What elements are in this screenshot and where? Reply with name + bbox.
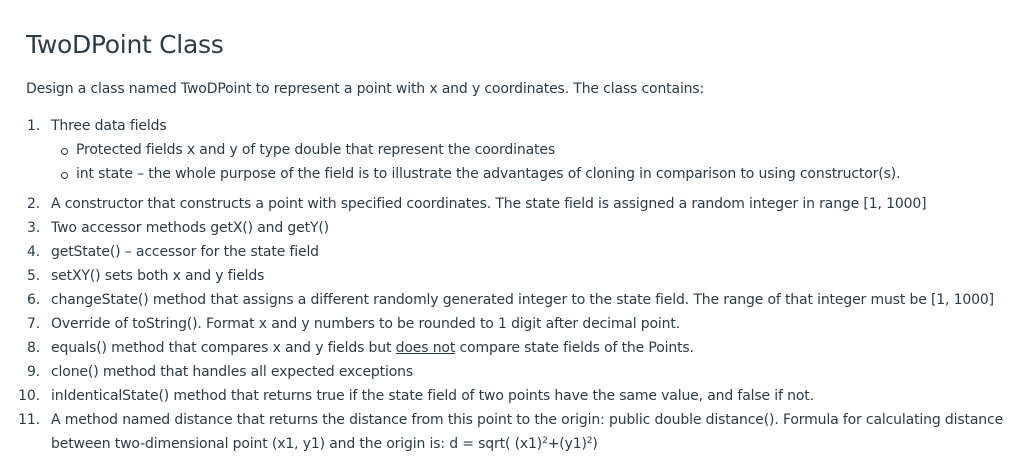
list-number: 4. [26, 244, 40, 260]
page-title: TwoDPoint Class [26, 30, 224, 59]
list-text: changeState() method that assigns a different randomly generated integer to the state field. The range of that integer must be [1, 1000] [51, 292, 994, 308]
list-text: clone() method that handles all expected exceptions [51, 364, 414, 380]
list-text: getState() – accessor for the state field [51, 244, 319, 260]
list-text: Two accessor methods getX() and getY() [51, 220, 329, 236]
list-text: inIdenticalState() method that returns true if the state field of two points have the same value, and false if not. [51, 388, 814, 404]
bullet-circle-icon [61, 172, 68, 179]
list-text-part: equals() method that compares x and y fields but [51, 340, 396, 356]
list-number: 9. [26, 364, 40, 380]
sub-list-text: int state – the whole purpose of the field is to illustrate the advantages of cloning in comparison to using constructor(s). [76, 166, 901, 182]
list-text: A constructor that constructs a point with specified coordinates. The state field is assigned a random integer in range [1, 1000] [51, 196, 927, 212]
underlined-text: does not [395, 340, 456, 356]
list-number: 10. [18, 388, 40, 404]
list-text [51, 338, 694, 358]
list-text: Override of toString(). Format x and y numbers to be rounded to 1 digit after decimal point. [51, 316, 681, 332]
sub-list-text: Protected fields x and y of type double that represent the coordinates [76, 142, 555, 158]
formula-part: +(y1) [547, 436, 587, 452]
list-text-part: compare state fields of the Points. [455, 340, 694, 356]
formula-part: ) [592, 436, 598, 452]
formula-text [51, 434, 598, 454]
bullet-circle-icon [61, 148, 68, 155]
formula-part: between two-dimensional point (x1, y1) and the origin is: d = sqrt( (x1) [51, 436, 543, 452]
list-text: Three data fields [51, 118, 167, 134]
list-number: 2. [26, 196, 40, 212]
superscript: 2 [586, 436, 593, 446]
list-number: 3. [26, 220, 40, 236]
list-number: 11. [18, 412, 40, 428]
list-number: 8. [26, 340, 40, 356]
list-number: 7. [26, 316, 40, 332]
list-number: 1. [26, 118, 40, 134]
list-number: 6. [26, 292, 40, 308]
list-number: 5. [26, 268, 40, 284]
list-text: A method named distance that returns the distance from this point to the origin: public double distance(). Formula for calculating distance [51, 412, 1004, 428]
intro-paragraph: Design a class named TwoDPoint to represent a point with x and y coordinates. The class contains: [26, 81, 705, 97]
superscript: 2 [542, 436, 548, 446]
list-text: setXY() sets both x and y fields [51, 268, 265, 284]
